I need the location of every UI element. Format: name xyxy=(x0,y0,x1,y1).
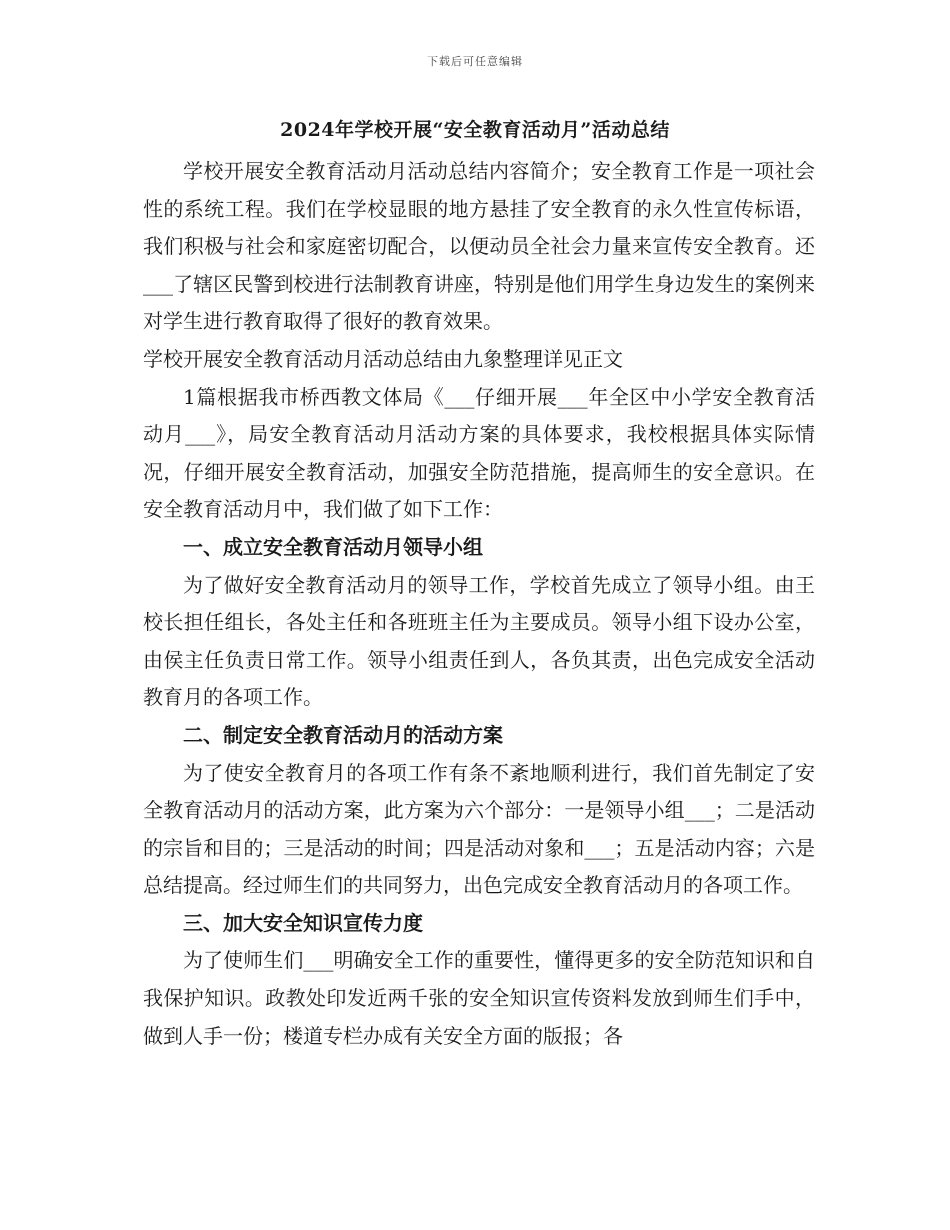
document-title: 2024年学校开展“安全教育活动月”活动总结 xyxy=(280,119,670,141)
section-heading-1: 一、成立安全教育活动月领导小组 xyxy=(183,534,483,559)
section-heading-3: 三、加大安全知识宣传力度 xyxy=(183,910,423,935)
document-body xyxy=(143,153,815,1055)
paragraph-source-note: 学校开展安全教育活动月活动总结由九象整理详见正文 xyxy=(143,346,623,371)
section-heading-2: 二、制定安全教育活动月的活动方案 xyxy=(183,722,503,747)
paragraph-section-2: 为了使安全教育月的各项工作有条不紊地顺利进行，我们首先制定了安全教育活动月的活动方案，此方案为六个部分：一是领导小组___；二是活动的宗旨和目的；三是活动的时间；四是活动对象和___；五是活动内容；六是总结提高。经过师生们的共同努力，出色完成安全教育活动月的各项工作。 xyxy=(143,760,815,898)
paragraph-opening: 1篇根据我市桥西教文体局《___仔细开展___年全区中小学安全教育活动月___》，局安全教育活动月活动方案的具体要求，我校根据具体实际情况，仔细开展安全教育活动，加强安全防范措施，提高师生的安全意识。在安全教育活动月中，我们做了如下工作： xyxy=(143,384,815,522)
paragraph-section-3: 为了使师生们___明确安全工作的重要性，懂得更多的安全防范知识和自我保护知识。政教处印发近两千张的安全知识宣传资料发放到师生们手中，做到人手一份；楼道专栏办成有关安全方面的版报；各 xyxy=(143,948,815,1048)
page-header: 下载后可任意编辑 xyxy=(427,55,523,68)
paragraph-section-1: 为了做好安全教育活动月的领导工作，学校首先成立了领导小组。由王校长担任组长，各处主任和各班班主任为主要成员。领导小组下设办公室，由侯主任负责日常工作。领导小组责任到人，各负其责，出色完成安全活动教育月的各项工作。 xyxy=(143,572,815,710)
paragraph-intro: 学校开展安全教育活动月活动总结内容简介；安全教育工作是一项社会性的系统工程。我们在学校显眼的地方悬挂了安全教育的永久性宣传标语，我们积极与社会和家庭密切配合，以便动员全社会力量来宣传安全教育。还___了辖区民警到校进行法制教育讲座，特别是他们用学生身边发生的案例来对学生进行教育取得了很好的教育效果。 xyxy=(143,159,815,334)
